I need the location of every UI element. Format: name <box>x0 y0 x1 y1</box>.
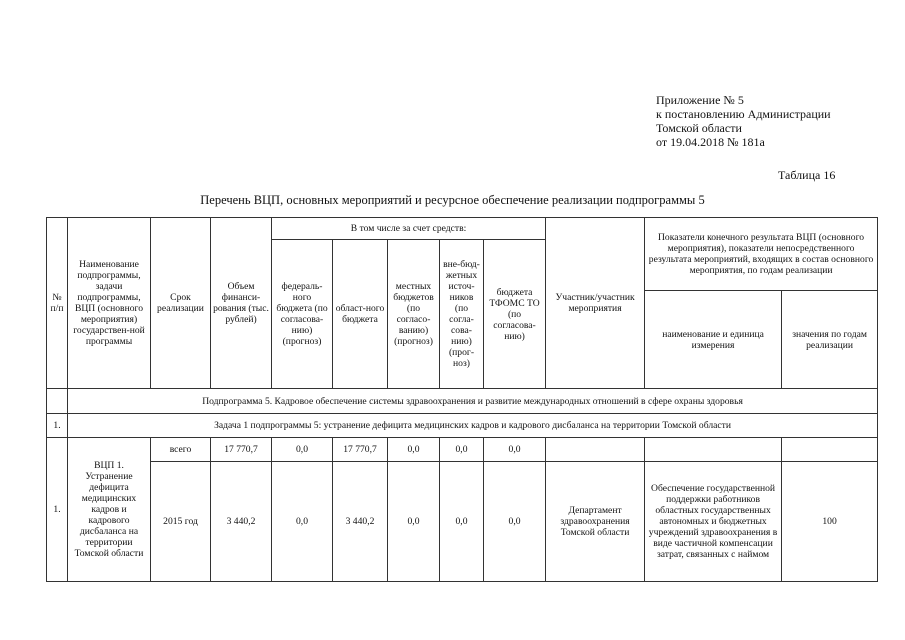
vcp-indicator-name-cell <box>645 438 782 462</box>
vcp-federal-cell: 0,0 <box>272 438 333 462</box>
header-regional: област-ного бюджета <box>333 240 388 389</box>
vcp-period-cell: 2015 год <box>151 462 211 582</box>
header-num: № п/п <box>47 218 68 389</box>
resource-table <box>46 217 878 582</box>
appendix-line-2: к постановлению Администрации <box>656 107 831 121</box>
vcp-name: ВЦП 1. Устранение дефицита медицинских кадров и кадрового дисбаланса на территории Томской области <box>68 438 151 582</box>
header-sources-group: В том числе за счет средств: <box>272 218 546 240</box>
task-title: Задача 1 подпрограммы 5: устранение дефицита медицинских кадров и кадрового дисбаланса на территории Томской области <box>68 414 878 438</box>
vcp-period-cell: всего <box>151 438 211 462</box>
vcp-extrabudget-cell: 0,0 <box>440 438 484 462</box>
vcp-local-cell: 0,0 <box>388 462 440 582</box>
vcp-row-2015 <box>47 462 878 582</box>
header-period: Срок реализации <box>151 218 211 389</box>
vcp-regional-cell: 3 440,2 <box>333 462 388 582</box>
vcp-row-total <box>47 438 878 462</box>
vcp-tfoms-cell: 0,0 <box>484 462 546 582</box>
header-indicator-values: значения по годам реализации <box>782 291 878 389</box>
header-name: Наименование подпрограммы, задачи подпрограммы, ВЦП (основного мероприятия) государствен-ной программы <box>68 218 151 389</box>
task-num: 1. <box>47 414 68 438</box>
vcp-regional-cell: 17 770,7 <box>333 438 388 462</box>
vcp-indicator-value-cell: 100 <box>782 462 878 582</box>
vcp-federal-cell: 0,0 <box>272 462 333 582</box>
header-indicators-group: Показатели конечного результата ВЦП (основного мероприятия), показатели непосредственного результата мероприятий, входящих в состав основного мероприятия, по годам реализации <box>645 218 878 291</box>
vcp-indicator-name-cell: Обеспечение государственной поддержки работников областных государственных автономных и бюджетных учреждений здравоохранения в виде частичной компенсации затрат, связанных с наймом <box>645 462 782 582</box>
vcp-participant-cell <box>546 438 645 462</box>
vcp-indicator-value-cell <box>782 438 878 462</box>
subprogram-row <box>47 389 878 414</box>
task-row <box>47 414 878 438</box>
header-row-1 <box>47 218 878 240</box>
document-title: Перечень ВЦП, основных мероприятий и ресурсное обеспечение реализации подпрограммы 5 <box>200 193 705 207</box>
header-indicator-name: наименование и единица измерения <box>645 291 782 389</box>
header-volume: Объем финанси-рования (тыс. рублей) <box>211 218 272 389</box>
subprogram-num-cell <box>47 389 68 414</box>
appendix-line-3: Томской области <box>656 121 742 135</box>
vcp-volume-cell: 17 770,7 <box>211 438 272 462</box>
appendix-line-4: от 19.04.2018 № 181а <box>656 135 765 149</box>
table-number: Таблица 16 <box>778 168 836 182</box>
vcp-volume-cell: 3 440,2 <box>211 462 272 582</box>
header-local: местных бюджетов (по согласо-ванию) (прогноз) <box>388 240 440 389</box>
header-tfoms: бюджета ТФОМС ТО (по согласова-нию) <box>484 240 546 389</box>
subprogram-title: Подпрограмма 5. Кадровое обеспечение системы здравоохранения и развитие международных отношений в сфере охраны здоровья <box>68 389 878 414</box>
vcp-extrabudget-cell: 0,0 <box>440 462 484 582</box>
vcp-num: 1. <box>47 438 68 582</box>
header-extrabudget: вне-бюд-жетных источ-ников (по согла-сова-нию) (прог-ноз) <box>440 240 484 389</box>
vcp-participant-cell: Департамент здравоохранения Томской области <box>546 462 645 582</box>
header-participant: Участник/участник мероприятия <box>546 218 645 389</box>
appendix-line-1: Приложение № 5 <box>656 93 744 107</box>
header-federal: федераль-ного бюджета (по согласова-нию) (прогноз) <box>272 240 333 389</box>
vcp-tfoms-cell: 0,0 <box>484 438 546 462</box>
appendix-block <box>656 93 831 149</box>
vcp-local-cell: 0,0 <box>388 438 440 462</box>
